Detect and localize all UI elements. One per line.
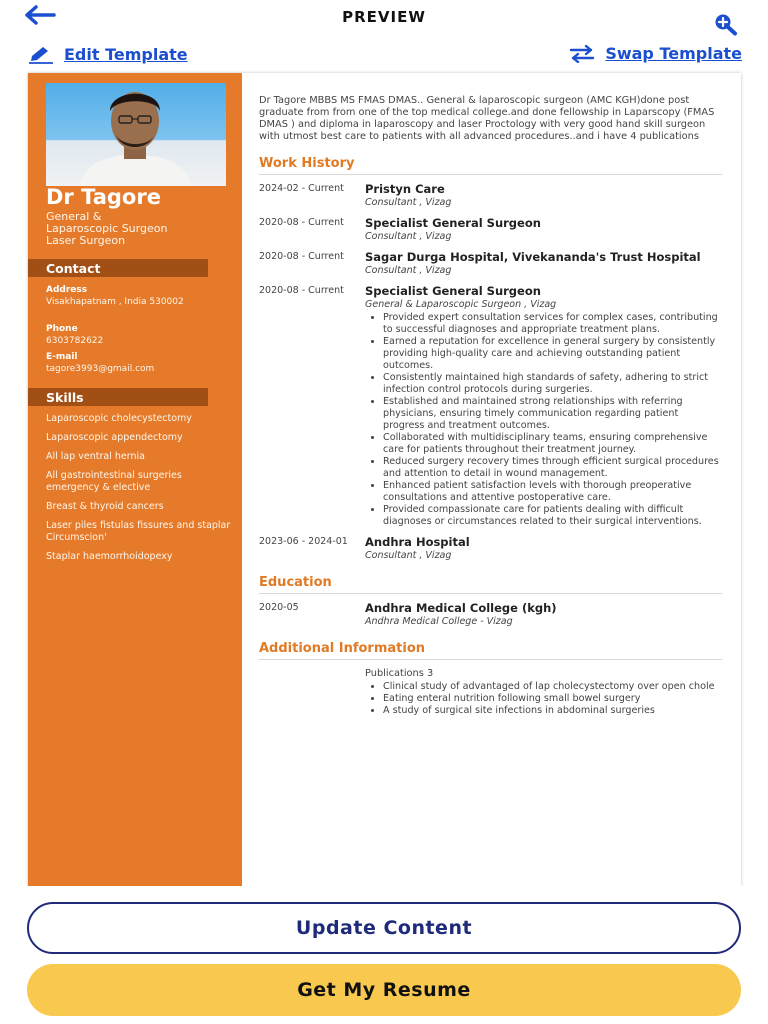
resume-sidebar: [28, 73, 242, 888]
entry-bullet: • Earned a reputation for excellence in general surgery by consistently providing high-quality care and achieving outstanding patient outcomes.: [383, 336, 722, 372]
entry-subtitle: Consultant , Vizag: [365, 265, 452, 276]
entry-bullet: • Enhanced patient satisfaction levels with thorough preoperative consultations and attentive postoperative care.: [383, 480, 722, 504]
bottom-action-bar: [0, 886, 768, 1024]
title-line: Laser Surgeon: [46, 234, 126, 247]
education-heading: Education: [259, 575, 722, 594]
additional-info-entry: [259, 668, 722, 717]
phone-label: Phone: [46, 324, 78, 334]
resume-entry: [259, 536, 722, 562]
resume-entry: [259, 251, 722, 277]
entry-title: Sagar Durga Hospital, Vivekananda's Trust Hospital: [365, 250, 701, 264]
skill-item: All gastrointestinal surgeries emergency & elective: [46, 470, 182, 493]
skills-list: [46, 413, 231, 570]
skill-item: Breast & thyroid cancers: [46, 501, 164, 512]
entry-bullet: • Established and maintained strong relationships with referring physicians, ensuring timely communication regarding patient progress and treatment outcomes.: [383, 396, 722, 432]
publication-item: • Eating enteral nutrition following small bowel surgery: [383, 693, 722, 705]
email-value: tagore3993@gmail.com: [46, 364, 155, 374]
page-title: PREVIEW: [342, 8, 426, 26]
candidate-title: [46, 211, 236, 247]
edit-template-label: Edit Template: [64, 45, 188, 64]
resume-entry: [259, 285, 722, 528]
entry-date: 2023-06 - 2024-01: [259, 536, 348, 547]
publications-intro: Publications 3: [365, 668, 434, 679]
zoom-button[interactable]: [712, 12, 740, 36]
skill-item: Laser piles fistulas fissures and staplar Circumscion': [46, 520, 231, 543]
entry-title: Specialist General Surgeon: [365, 216, 541, 230]
get-my-resume-button[interactable]: Get My Resume: [27, 964, 741, 1016]
entry-date: 2024-02 - Current: [259, 183, 344, 194]
publication-item: • A study of surgical site infections in abdominal surgeries: [383, 705, 722, 717]
skills-heading: Skills: [28, 388, 208, 406]
entry-subtitle: Andhra Medical College - Vizag: [365, 616, 513, 627]
summary-text: Dr Tagore MBBS MS FMAS DMAS.. General & laparoscopic surgeon (AMC KGH)done post graduate from from one of the top medical college.and done fellowship in Laparscopy (FMAS DMAS ) and diploma in laparoscopy and laser Proctology with very good hand skill surgeon with utmost best care to patients with all advanced procedures..and i have 4 publications: [259, 95, 715, 142]
swap-template-label: Swap Template: [605, 44, 742, 63]
swap-template-link[interactable]: [569, 44, 742, 63]
entry-subtitle: General & Laparoscopic Surgeon , Vizag: [365, 299, 557, 310]
title-line: Laparoscopic Surgeon: [46, 222, 168, 235]
work-history-list: [259, 183, 722, 562]
candidate-name: Dr Tagore: [46, 185, 161, 209]
entry-date: 2020-05: [259, 602, 299, 613]
top-bar: [0, 0, 768, 40]
skill-item: Laparoscopic cholecystectomy: [46, 413, 192, 424]
additional-info-heading: Additional Information: [259, 641, 722, 660]
resume-entry: [259, 602, 722, 628]
entry-subtitle: Consultant , Vizag: [365, 197, 452, 208]
edit-template-link[interactable]: [28, 45, 188, 64]
publication-item: • Clinical study of advantaged of lap cholecystectomy over open chole: [383, 681, 722, 693]
entry-bullet: • Provided compassionate care for patients dealing with difficult diagnoses or circumstances related to their surgical interventions.: [383, 504, 722, 528]
entry-date: 2020-08 - Current: [259, 217, 344, 228]
entry-subtitle: Consultant , Vizag: [365, 550, 452, 561]
entry-date: 2020-08 - Current: [259, 285, 344, 296]
entry-bullets: [383, 312, 722, 528]
pencil-icon: [28, 46, 54, 64]
resume-entry: [259, 183, 722, 209]
work-history-heading: Work History: [259, 156, 722, 175]
entry-title: Specialist General Surgeon: [365, 284, 541, 298]
resume-entry: [259, 217, 722, 243]
entry-date: 2020-08 - Current: [259, 251, 344, 262]
email-label: E-mail: [46, 352, 78, 362]
address-value: Visakhapatnam , India 530002: [46, 297, 184, 307]
update-content-button[interactable]: Update Content: [27, 902, 741, 954]
publications-list: [383, 681, 722, 717]
contact-heading: Contact: [28, 259, 208, 277]
phone-value: 6303782622: [46, 336, 104, 346]
resume-main: [259, 95, 722, 717]
entry-bullet: • Collaborated with multidisciplinary teams, ensuring comprehensive care for patients throughout their treatment journey.: [383, 432, 722, 456]
skill-item: Staplar haemorrhoidopexy: [46, 551, 173, 562]
title-line: General &: [46, 210, 102, 223]
entry-bullet: • Consistently maintained high standards of safety, adhering to strict infection control protocols during surgeries.: [383, 372, 722, 396]
swap-arrows-icon: [569, 45, 595, 63]
entry-title: Pristyn Care: [365, 182, 445, 196]
education-list: [259, 602, 722, 628]
entry-bullet: • Provided expert consultation services for complex cases, contributing to successful diagnoses and appropriate treatment plans.: [383, 312, 722, 336]
profile-photo: [46, 83, 226, 186]
entry-subtitle: Consultant , Vizag: [365, 231, 452, 242]
entry-bullet: • Reduced surgery recovery times through efficient surgical procedures and attention to detail in wound management.: [383, 456, 722, 480]
resume-preview: [28, 73, 741, 888]
zoom-in-icon: [712, 12, 740, 36]
skill-item: All lap ventral hernia: [46, 451, 145, 462]
entry-title: Andhra Medical College (kgh): [365, 601, 557, 615]
skill-item: Laparoscopic appendectomy: [46, 432, 183, 443]
address-label: Address: [46, 285, 88, 295]
entry-title: Andhra Hospital: [365, 535, 470, 549]
